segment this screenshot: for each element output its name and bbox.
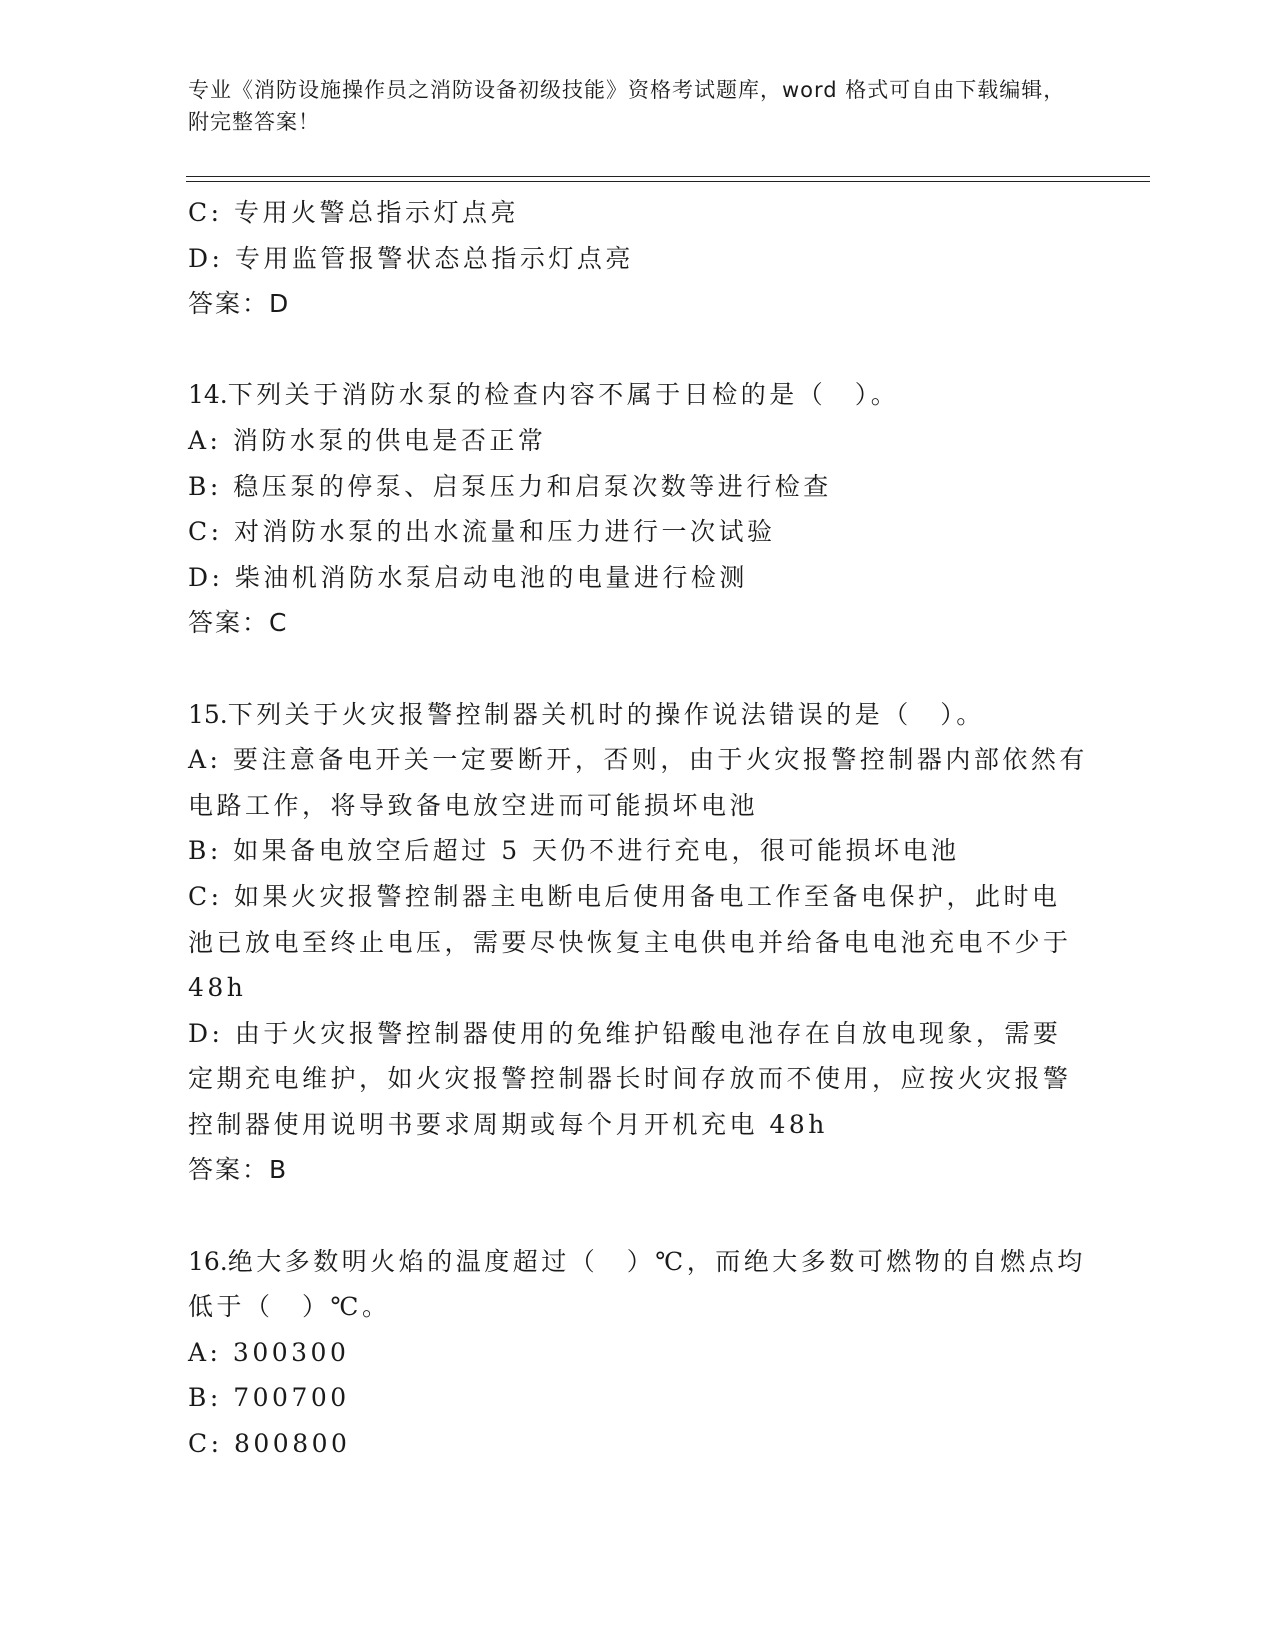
option-d: D: 由于火灾报警控制器使用的免维护铅酸电池存在自放电现象，需要定期充电维护，如火灾报警控制器长时间存放而不使用，应按火灾报警控制器使用说明书要求周期或每个月开机充电 48h [188,1018,1072,1139]
header-divider-bottom [186,181,1150,182]
spacer [188,646,1088,692]
question-number: 14. [188,380,228,410]
header-divider-top [186,176,1150,177]
question-list [188,190,1088,1467]
option-a: A: 消防水泵的供电是否正常 [188,425,547,455]
option-d: D: 柴油机消防水泵启动电池的电量进行检测 [188,562,748,592]
question-text: 绝大多数明火焰的温度超过（ ）℃，而绝大多数可燃物的自燃点均低于（ ）℃。 [188,1246,1086,1322]
spacer [188,1193,1088,1239]
question-15 [188,692,1088,1194]
question-14 [188,372,1088,646]
option-b: B: 如果备电放空后超过 5 天仍不进行充电，很可能损坏电池 [188,836,960,866]
answer-line: 答案：C [188,608,289,638]
document-header: 专业《消防设施操作员之消防设备初级技能》资格考试题库，word 格式可自由下载编辑，附完整答案！ [188,78,1066,134]
option-a: A: 要注意备电开关一定要断开，否则，由于火灾报警控制器内部依然有电路工作，将导致备电放空进而可能损坏电池 [188,745,1088,820]
question-stem [188,1239,1088,1330]
option-c: C: 专用火警总指示灯点亮 [188,198,519,227]
option-d: D: 专用监管报警状态总指示灯点亮 [188,243,634,273]
question-stem [188,692,1088,738]
option-c: C: 如果火灾报警控制器主电断电后使用备电工作至备电保护，此时电池已放电至终止电压，需要尽快恢复主电供电并给备电电池充电不少于 48h [188,881,1072,1003]
question-number: 16. [188,1246,228,1276]
question-text: 下列关于火灾报警控制器关机时的操作说法错误的是（ ）。 [227,699,985,729]
question-16 [188,1239,1088,1467]
option-a: A: 300300 [188,1337,350,1367]
spacer [188,327,1088,373]
option-b: B: 700700 [188,1383,350,1413]
option-b: B: 稳压泵的停泵、启泵压力和启泵次数等进行检查 [188,471,832,501]
answer-line: 答案：D [188,289,291,319]
question-13-continuation [188,190,1088,327]
question-text: 下列关于消防水泵的检查内容不属于日检的是（ ）。 [227,380,900,410]
option-c: C: 对消防水泵的出水流量和压力进行一次试验 [188,517,776,547]
answer-line: 答案：B [188,1155,289,1185]
option-c: C: 800800 [188,1429,351,1459]
question-stem [188,372,1088,418]
question-number: 15. [188,699,228,729]
